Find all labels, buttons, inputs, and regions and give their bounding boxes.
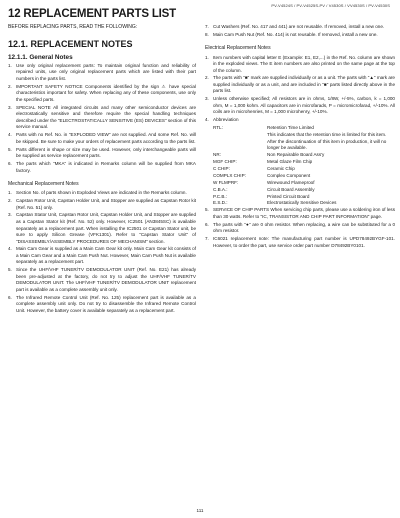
elec-note-number: 3. [205, 96, 209, 102]
general-notes-list [8, 63, 196, 174]
abbreviation-key: C CHIP: [213, 165, 230, 171]
abbreviation-row [205, 200, 395, 207]
general-note-text: Parts with no Ref. No. in "EXPLODED VIEW" are not supplied. And some Ref. No. will be skipped. Be sure to make your orders of replacement parts according to the parts list. [16, 132, 196, 144]
abbreviation-key: W FLMPRF: [213, 179, 239, 185]
mech-note [8, 212, 196, 245]
general-note [8, 132, 196, 145]
abbreviation-key: MGF CHIP: [213, 158, 237, 164]
elec-note-number: 1. [205, 54, 209, 60]
general-note-text: Parts different in shape or size may be used. However, only interchangeable parts will be supplied as service replacement parts. [16, 146, 196, 159]
left-column [8, 38, 196, 316]
mech-note [8, 295, 196, 315]
elec-note-number: 5. [205, 207, 209, 213]
general-note-number: 5. [8, 146, 12, 152]
abbreviation-row [205, 180, 395, 187]
elec-note-number: 4. [205, 117, 209, 123]
mech-note-text: The Infrared Remote Control Unit (Ref. No. 125) replacement part is available as a complete assembly unit only. Do not try to disassemble the Infrared Remote Control Unit. However, the battery cover is available separately as a replacement part. [16, 294, 196, 313]
general-note [8, 84, 196, 104]
general-note-text: The parts which "MKA" is indicated in Remarks column will be supplied from MKA factory. [16, 161, 196, 173]
elec-note-text: IC6021 replacement note: The manufacturing part number is UPD78492BYGF-101. However, to order the part, use service order part number D78492BY0101. [213, 236, 395, 248]
mech-title: Mechanical Replacement Notes [8, 181, 79, 188]
abbreviation-value: Complex Component [267, 172, 311, 178]
abbreviation-value: This indicates that the retention time is limited for this item. After the discontinuation of this item in production, it will no longer be available. [267, 132, 387, 151]
abbreviation-row [205, 194, 395, 201]
abbreviation-row [205, 152, 395, 159]
header-model-code: PV-V4524S / PV-V4525S-PV / V4530S / VV4530S / PV-V4530S [271, 3, 390, 8]
mech-note-number: 6. [8, 294, 12, 300]
abbreviation-value: Printed Circuit Board [267, 193, 310, 199]
abbreviation-value: Wirewound Flameproof [267, 179, 315, 185]
general-note-number: 3. [8, 104, 12, 110]
abbreviation-value: Retention Time Limited [267, 125, 314, 131]
elec-notes-list [205, 55, 395, 124]
mech-note-number: 8. [205, 31, 209, 37]
page-number: 111 [196, 508, 204, 513]
subsection-title: 12.1.1. General Notes [8, 53, 73, 61]
right-top-notes-list [205, 24, 395, 38]
mech-note-text: Since the UHF/VHF TUNER/TV DEMODULATOR UNIT (Ref. No. E21) has already been pre-adjusted at the factory, do not try to adjust the UHF/VHF TUNER/TV DEMODULATOR UNIT. The UHF/VHF TUNER/TV DEMODULATOR UNIT replacement part is available as a complete assembly unit only. [16, 267, 196, 292]
general-note [8, 63, 196, 83]
elec-note [205, 96, 395, 116]
abbreviation-list [205, 125, 395, 207]
abbreviation-row [205, 166, 395, 173]
abbreviation-key: E.S.D.: [213, 200, 228, 206]
abbreviation-value: Ceramic Chip [267, 165, 295, 171]
elec-note-number: 7. [205, 236, 209, 242]
elec-note-text: Item numbers with capital letter E (Example: E1, E2,...) in the Ref. No. column are shown in the exploded views. The E item numbers are also printed on the same page at the top of the column. [213, 54, 395, 73]
mech-note [8, 267, 196, 293]
abbreviation-key: C.B.A.: [213, 186, 228, 192]
elec-title: Electrical Replacement Notes [205, 45, 271, 52]
abbreviation-value: Electrostatically Sensitive Devices [267, 200, 337, 206]
abbreviation-row [205, 187, 395, 194]
elec-note-number: 2. [205, 75, 209, 81]
elec-note [205, 75, 395, 95]
elec-note-text: Abbreviation [213, 117, 239, 123]
elec-bottom-notes-list [205, 207, 395, 249]
mech-note-text: Capstan Stator Unit, Capstan Rotor Unit, Capstan Holder Unit, and Stopper are supplied as a Capstan Stator kit (Ref. No. 52) only. However, IC2501 (AN3845SC) is available separately as a replacement part. When installing the IC2501 or Capstan Stator unit, be sure to apply Silicon Grease (VFK1301). Refer to "Capstan Stator Unit" of "DISASSEMBLY/ASSEMBLY PROCEDURES OF MECHANISM" section. [16, 212, 196, 244]
general-note-text: SPECIAL NOTE All integrated circuits and many other semiconductor devices are electrostatically sensitive and therefore require the special handling techniques described under the "ELECTROSTATICALLY SENSITIVE (ES) DEVICES" section of this service manual. [16, 104, 196, 130]
elec-note-text: SERVICE OF CHIP PARTS When servicing chip parts, please use a soldering iron of less than 30 watts. Refer to "IC, TRANSISTOR AND CHIP PART INFORMATION" page. [213, 207, 395, 219]
page-title: 12 REPLACEMENT PARTS LIST [8, 8, 176, 20]
abbreviation-row [205, 159, 395, 166]
mech-note [8, 246, 196, 266]
general-note-number: 6. [8, 161, 12, 167]
general-note-number: 1. [8, 62, 12, 68]
elec-note [205, 55, 395, 75]
abbreviation-key [205, 132, 267, 152]
abbreviation-key: RTL: [213, 125, 223, 131]
mech-note-number: 1. [8, 190, 12, 196]
abbreviation-row [205, 173, 395, 180]
mech-note [205, 32, 395, 39]
section-title: 12.1. REPLACEMENT NOTES [8, 39, 133, 49]
mech-notes-list [8, 190, 196, 314]
general-note-number: 2. [8, 83, 12, 89]
abbreviation-key: P.C.B.: [213, 193, 227, 199]
general-note-number: 4. [8, 132, 12, 138]
mech-note-number: 4. [8, 246, 12, 252]
abbreviation-row [205, 125, 395, 132]
elec-note-text: The parts with "■" mark are supplied individually or as a unit. The parts with "▲" mark are supplied individually or as a unit, and are included in "■" parts listed directly above in the parts list. [213, 75, 395, 94]
general-note [8, 147, 196, 160]
elec-note [205, 207, 395, 220]
elec-note [205, 222, 395, 235]
elec-note [205, 117, 395, 124]
mech-note [8, 190, 196, 197]
mech-note [8, 198, 196, 211]
general-note [8, 105, 196, 131]
abbreviation-value: Non Repairable Board Ass'y [267, 152, 325, 158]
elec-note-number: 6. [205, 221, 209, 227]
elec-note [205, 236, 395, 249]
mech-note [205, 24, 395, 31]
elec-note-text: Unless otherwise specified; All resistors are in ohms, 1/8W, +/-5%, carbon, k = 1,000 ohm, M = 1,000 kohm. All capacitors are in microfarads, P = micromicrofarad, +/-10%. All coils are in microhenries, M = 1,000 microhenry, +/-10%. [213, 96, 395, 115]
mech-note-number: 3. [8, 212, 12, 218]
general-note-text: IMPORTANT SAFETY NOTICE Components identified by the sign ⚠ have special characteristics important for safety. When replacing any of these components, use only the specified parts. [16, 83, 196, 102]
abbreviation-row [205, 132, 395, 152]
general-note [8, 161, 196, 174]
mech-note-number: 7. [205, 24, 209, 29]
mech-note-text: Main Cam Push Nut (Ref. No. 414) is not reusable. If removed, install a new one. [213, 31, 378, 37]
mech-note-text: Main Cam Gear is supplied as a Main Cam Gear kit only. Main Cam Gear kit consists of a Main Cam Gear and a Main Cam Push Nut. However, Main Cam Push Nut is available separately as a replacement part. [16, 246, 196, 265]
elec-note-text: The parts with "●" are 0 ohm resistor. When replacing, a wire can be substituted for a 0 ohm resistor. [213, 221, 395, 234]
general-note-text: Use only original replacement parts: To maintain original function and reliability of repaired units, use only original replacement parts which are listed with their part numbers in the parts list. [16, 62, 196, 81]
abbreviation-key: COMPLX CHIP: [213, 172, 246, 178]
mech-note-text: Capstan Rotor Unit, Capstan Holder Unit, and Stopper are supplied as Capstan Rotor kit (Ref. No. 51) only. [16, 198, 196, 210]
before-note: BEFORE REPLACING PARTS, READ THE FOLLOWING: [8, 24, 138, 30]
mech-note-text: Section No. of parts shown in Exploded Views are indicated in the Remarks column. [16, 190, 187, 196]
mech-note-text: Cut Washers (Ref. No. 417 and 441) are not reusable. If removed, install a new one. [213, 24, 385, 29]
mech-note-number: 2. [8, 198, 12, 204]
mech-note-number: 5. [8, 267, 12, 273]
abbreviation-value: Metal Glaze Film Chip [267, 158, 313, 164]
abbreviation-value: Circuit Board Assembly [267, 186, 315, 192]
abbreviation-key: NR: [213, 152, 221, 158]
right-column [205, 24, 395, 251]
